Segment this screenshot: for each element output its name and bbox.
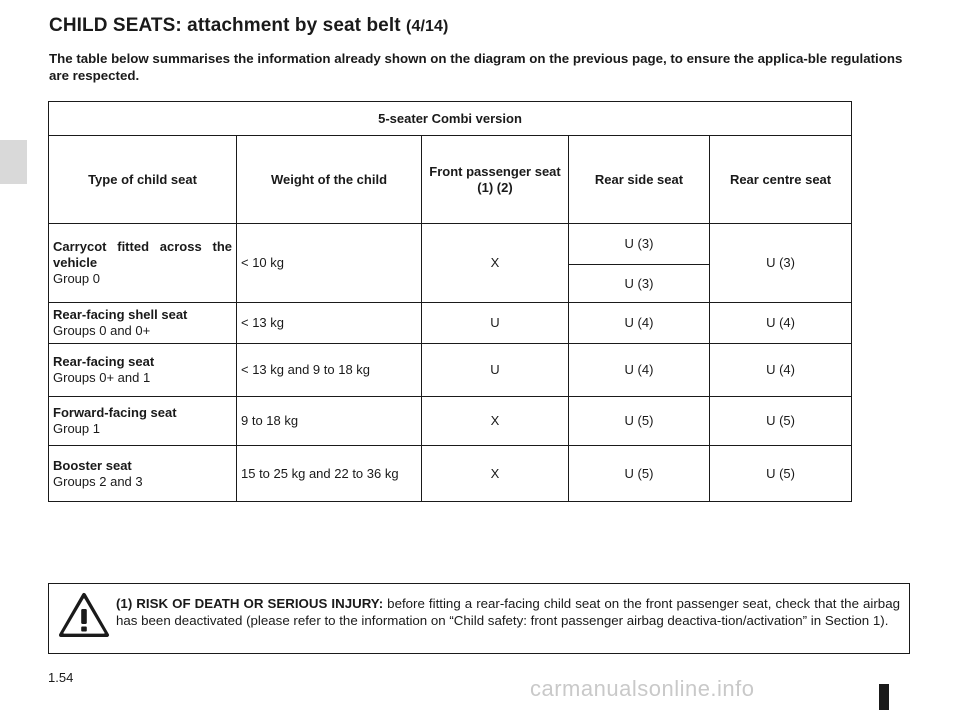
seat-type-cell xyxy=(49,224,237,303)
rear-side-cell: U (5) xyxy=(569,446,710,502)
seat-group: Groups 0+ and 1 xyxy=(53,370,151,385)
table-row xyxy=(49,303,852,344)
rear-side-cell: U (4) xyxy=(569,303,710,344)
col-header-rear-side: Rear side seat xyxy=(569,136,710,224)
seat-type-name: Rear-facing shell seat xyxy=(53,307,188,322)
table-row xyxy=(49,397,852,446)
seat-type-name: Carrycot fitted across the vehicle xyxy=(53,239,232,270)
seat-group: Groups 2 and 3 xyxy=(53,473,143,489)
intro-paragraph: The table below summarises the information already shown on the diagram on the previous page, to ensure the applica-ble regulations are respected. xyxy=(49,51,903,83)
front-passenger-cell: X xyxy=(422,224,569,303)
front-passenger-cell: X xyxy=(422,446,569,502)
warning-lead: (1) RISK OF DEATH OR SERIOUS INJURY: xyxy=(116,596,384,611)
rear-centre-cell: U (5) xyxy=(710,446,852,502)
watermark: carmanualsonline.info xyxy=(530,676,755,701)
warning-text xyxy=(116,595,900,629)
seat-type-cell xyxy=(49,344,237,397)
front-passenger-cell: U xyxy=(422,344,569,397)
page-number: 1.54 xyxy=(48,670,74,685)
page-title xyxy=(49,15,448,37)
seat-type-name: Forward-facing seat xyxy=(53,405,177,420)
seat-type-cell xyxy=(49,397,237,446)
rear-centre-cell: U (4) xyxy=(710,344,852,397)
rear-centre-cell: U (5) xyxy=(710,397,852,446)
seat-group: Group 1 xyxy=(53,421,100,436)
warning-body: before fitting a rear-facing child seat on the front passenger seat, check that the airbag has been deactivated (please refer to the information on “Child safety: front passenger airbag deactiva-tion/activation” in Section 1). xyxy=(116,596,900,628)
corner-mark xyxy=(879,684,889,710)
table-row xyxy=(49,344,852,397)
seat-group: Groups 0 and 0+ xyxy=(53,323,151,338)
weight-cell: 15 to 25 kg and 22 to 36 kg xyxy=(237,446,422,502)
title-part-counter: (4/14) xyxy=(406,18,449,35)
seat-type-cell xyxy=(49,303,237,344)
section-tab xyxy=(0,140,27,184)
warning-box xyxy=(48,583,910,654)
table-header-row xyxy=(49,136,852,224)
seat-type-name: Booster seat xyxy=(53,457,132,473)
seat-type-name: Rear-facing seat xyxy=(53,354,155,369)
rear-side-cell: U (3) xyxy=(569,265,710,303)
col-header-weight: Weight of the child xyxy=(237,136,422,224)
col-header-front-passenger: Front passenger seat (1) (2) xyxy=(422,136,569,224)
table-row xyxy=(49,446,852,502)
rear-side-cell: U (3) xyxy=(569,224,710,265)
rear-centre-cell: U (3) xyxy=(710,224,852,303)
seat-type-cell xyxy=(49,446,237,502)
weight-cell: < 13 kg and 9 to 18 kg xyxy=(237,344,422,397)
weight-cell: 9 to 18 kg xyxy=(237,397,422,446)
rear-side-cell: U (4) xyxy=(569,344,710,397)
col-header-type: Type of child seat xyxy=(49,136,237,224)
rear-centre-cell: U (4) xyxy=(710,303,852,344)
weight-cell: < 10 kg xyxy=(237,224,422,303)
table-version-row xyxy=(49,102,852,136)
col-header-rear-centre: Rear centre seat xyxy=(710,136,852,224)
front-passenger-cell: X xyxy=(422,397,569,446)
warning-triangle-icon xyxy=(58,592,110,638)
table-row xyxy=(49,224,852,265)
seat-group: Group 0 xyxy=(53,271,100,286)
rear-side-cell: U (5) xyxy=(569,397,710,446)
title-text: CHILD SEATS: attachment by seat belt xyxy=(49,15,401,36)
child-seat-table xyxy=(48,101,852,502)
version-label: 5-seater Combi version xyxy=(49,102,852,136)
front-passenger-cell: U xyxy=(422,303,569,344)
weight-cell: < 13 kg xyxy=(237,303,422,344)
